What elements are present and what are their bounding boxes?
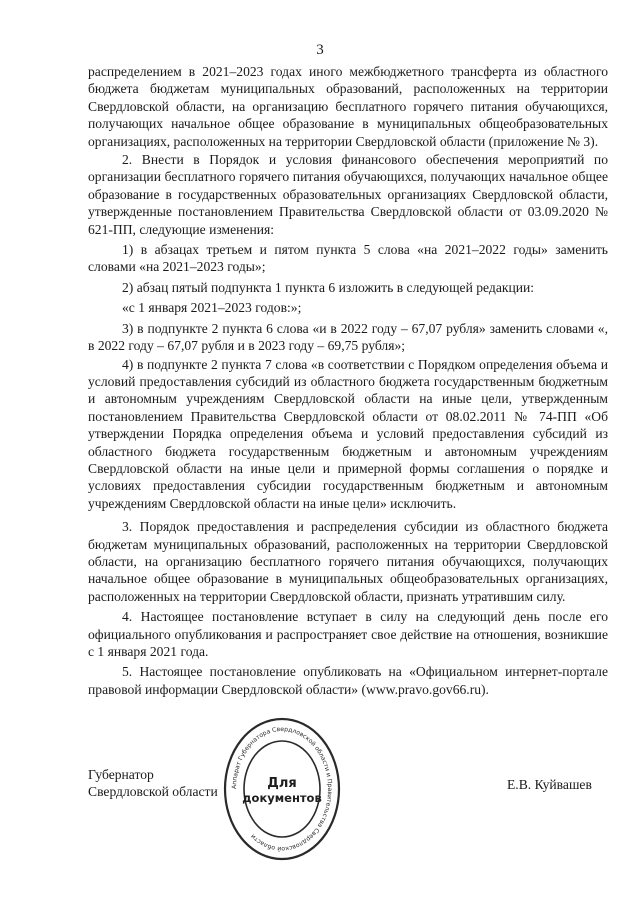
signatory-title	[88, 766, 218, 801]
paragraph-continuation: распределением в 2021–2023 годах иного межбюджетного трансферта из областного бюджета бюджетам муниципальных образований, расположенных на территории Свердловской области, на организацию бесплатного горячего питания обучающихся, получающих начальное общее образование в муниципальных общеобразовательных организациях, расположенных на территории Свердловской области (приложение № 3).	[88, 64, 608, 149]
official-stamp	[222, 714, 342, 864]
signatory-title-line1: Губернатор	[88, 767, 154, 782]
stamp-center-line1: Для	[267, 776, 297, 791]
paragraph-item-3: 3. Порядок предоставления и распределения субсидии из областного бюджета бюджетам муниципальных образований, расположенных на территории Свердловской области, на организацию бесплатного горячего питания обучающихся, получающих начальное общее образование в муниципальных общеобразовательных организациях, расположенных на территории Свердловской области, признать утратившим силу.	[88, 519, 608, 604]
page-number: 3	[316, 42, 324, 58]
paragraph-subitem-4: 4) в подпункте 2 пункта 7 слова «в соответствии с Порядком определения объема и условий предоставления субсидий из областного бюджета государственным бюджетным и автономным учреждениям Свердловской области на иные цели, утвержденным постановлением Правительства Свердловской области от 08.02.2011 № 74-ПП «Об утверждении Порядка определения объема и условий предоставления субсидий из областного бюджета государственным бюджетным и автономным учреждениям Свердловской области на иные цели и примерной формы соглашения о порядке и условиях предоставления субсидии государственным бюджетным и автономным учреждениям Свердловской области на иные цели» исключить.	[88, 356, 608, 511]
paragraph-subitem-1: 1) в абзацах третьем и пятом пункта 5 слова «на 2021–2022 годы» заменить словами «на 2021–2023 годы»;	[88, 242, 608, 275]
signatory-title-line2: Свердловской области	[88, 784, 218, 800]
signatory-name: Е.В. Куйвашев	[507, 777, 592, 792]
paragraph-item-4: 4. Настоящее постановление вступает в силу на следующий день после его официального опубликования и распространяет свое действие на отношения, возникшие с 1 января 2021 года.	[88, 609, 608, 659]
stamp-ring-text-path: Аппарат Губернатора Свердловской области и Правительства Свердловской области	[230, 725, 334, 853]
paragraph-subitem-3: 3) в подпункте 2 пункта 6 слова «и в 2022 году – 67,07 рубля» заменить словами «, в 2022 году – 67,07 рубля и в 2023 году – 69,75 рубля»;	[88, 320, 608, 354]
paragraph-quote: «с 1 января 2021–2023 годов:»;	[122, 300, 302, 316]
paragraph-item-2: 2. Внести в Порядок и условия финансового обеспечения мероприятий по организации бесплатного горячего питания обучающихся, получающих начальное общее образование в государственных образовательных организациях Свердловской области, утвержденные постановлением Правительства Свердловской области от 03.09.2020 № 621-ПП, следующие изменения:	[88, 152, 608, 237]
stamp-center-line2: документов	[242, 791, 322, 805]
paragraph-item-5: 5. Настоящее постановление опубликовать на «Официальном интернет-портале правовой информации Свердловской области» (www.pravo.gov66.ru).	[88, 664, 608, 697]
paragraph-subitem-2: 2) абзац пятый подпункта 1 пункта 6 изложить в следующей редакции:	[122, 279, 535, 295]
document-body	[88, 63, 608, 698]
